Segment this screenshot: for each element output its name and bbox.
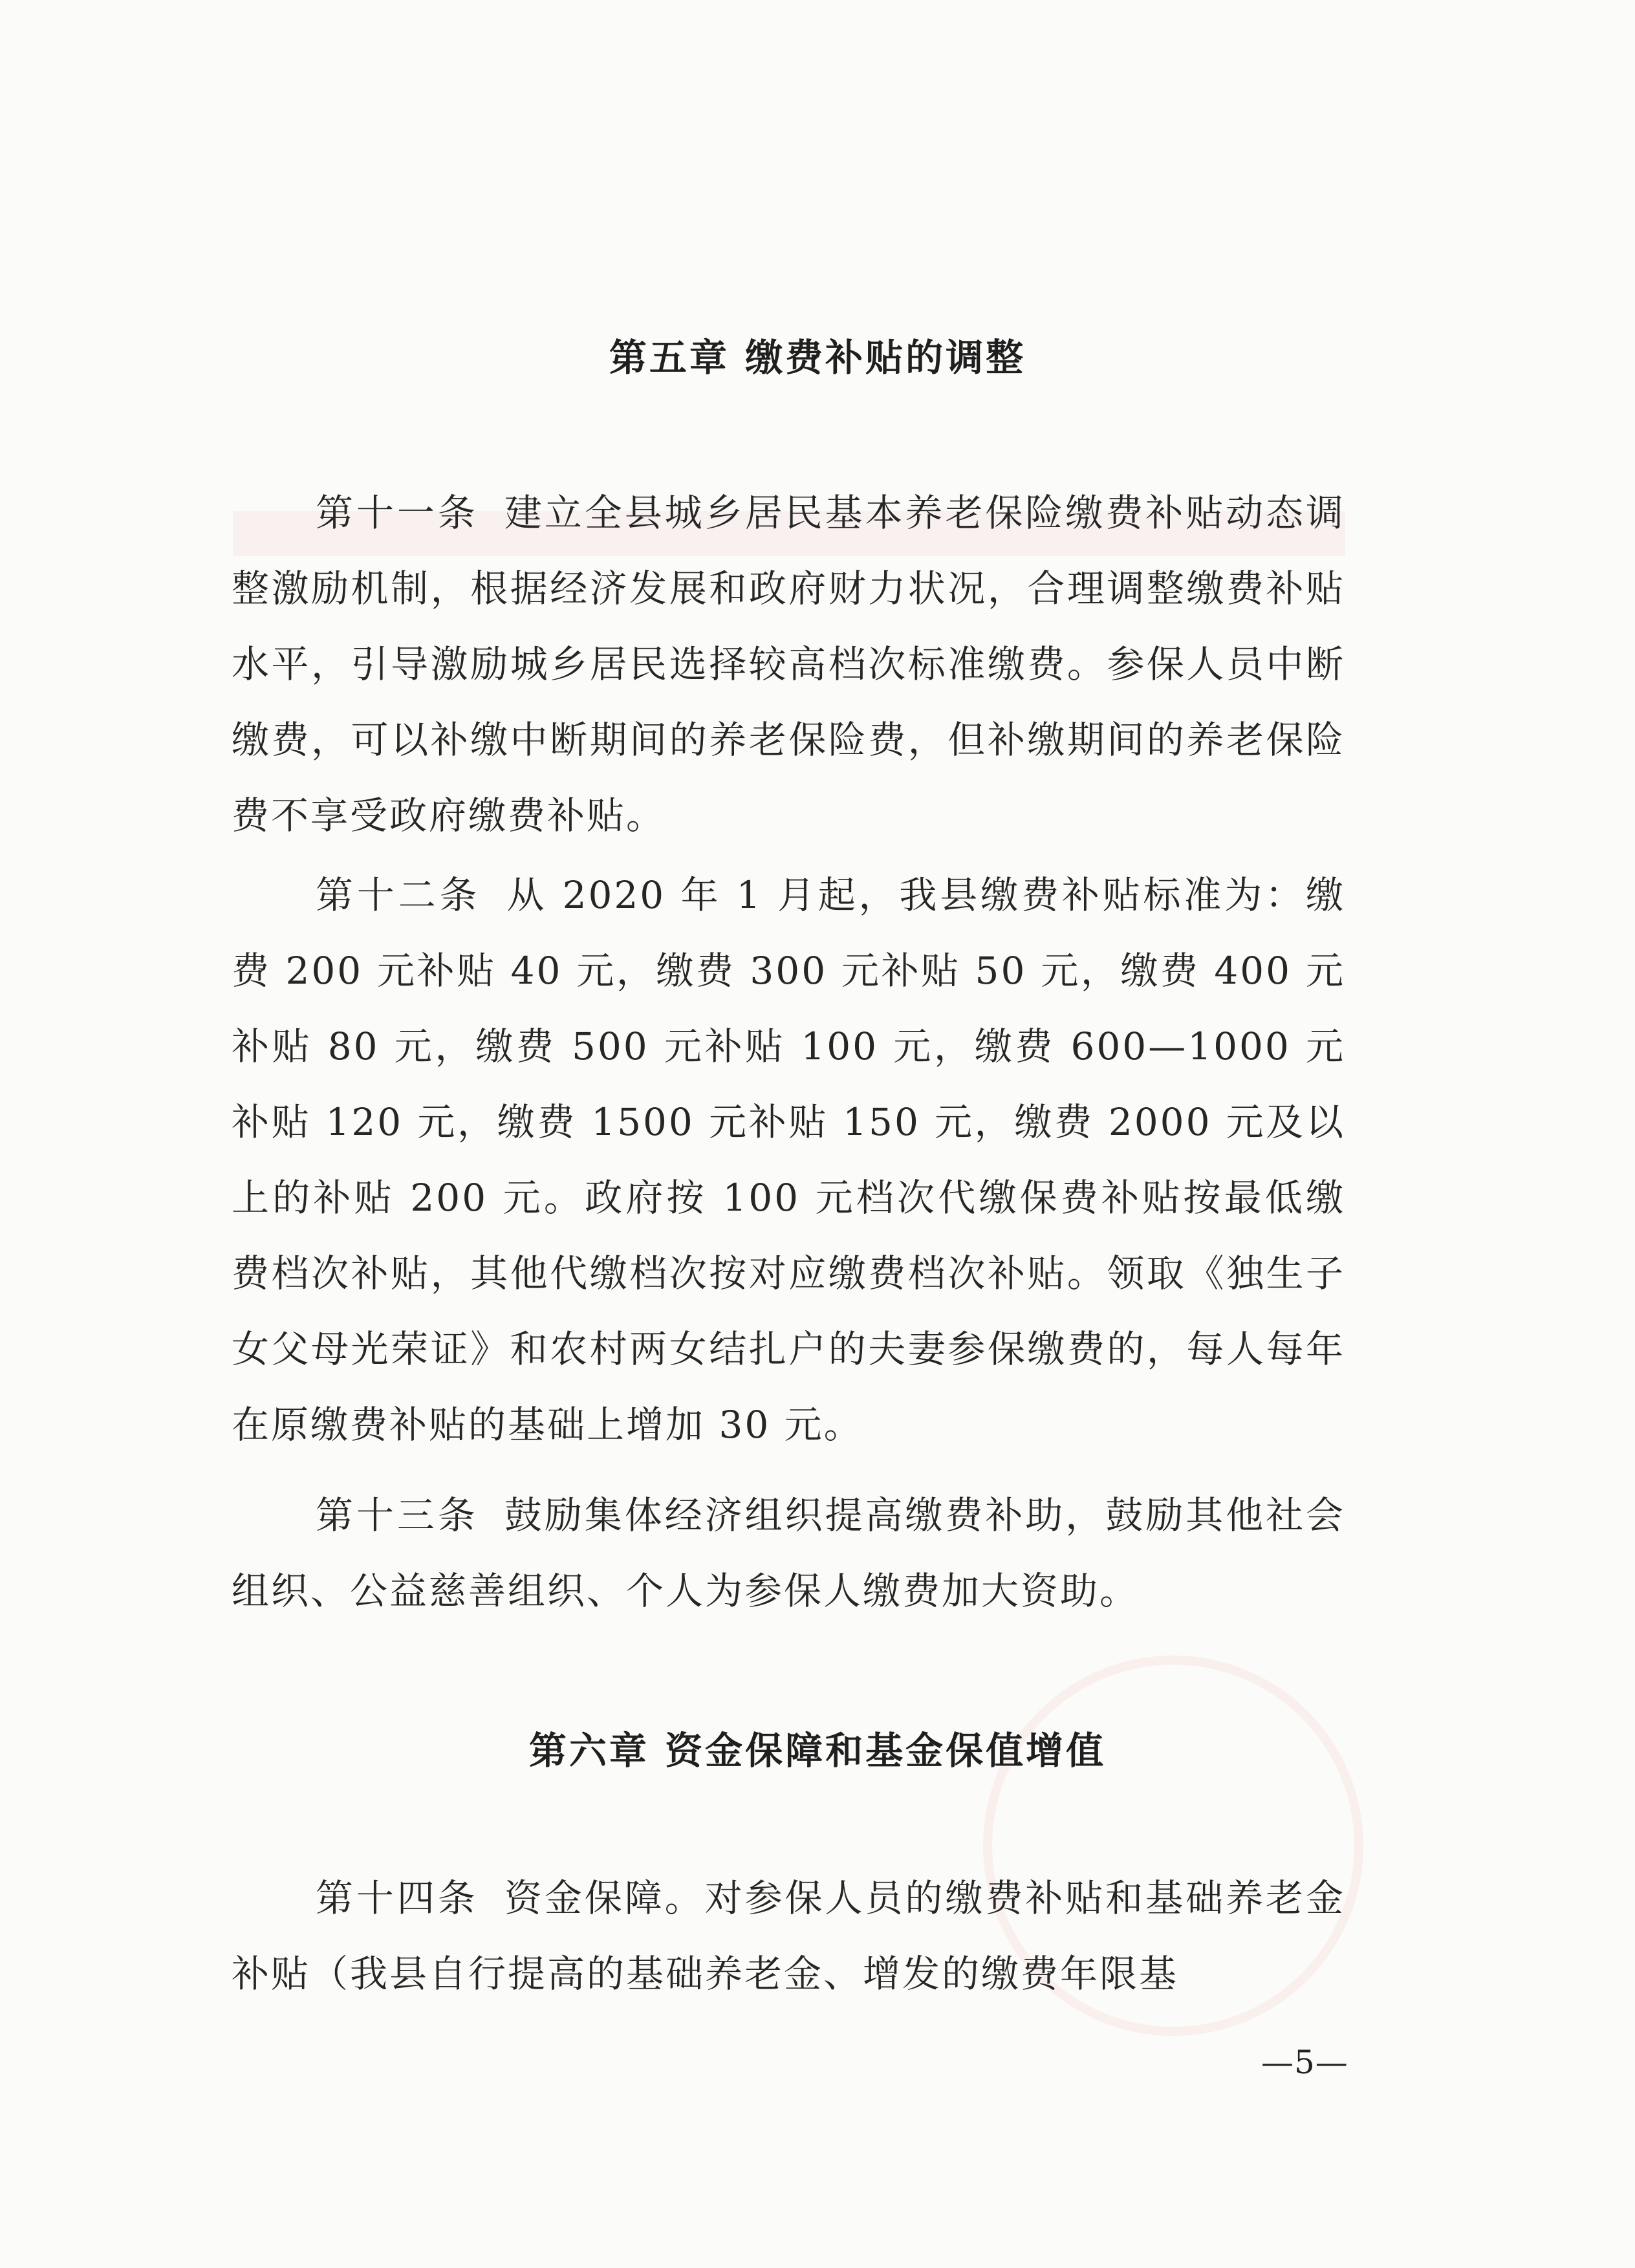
article-11-text: 建立全县城乡居民基本养老保险缴费补贴动态调整激励机制，根据经济发展和政府财力状况，合理调整缴费补贴水平，引导激励城乡居民选择较高档次标准缴费。参保人员中断缴费，可以补缴中断期间的养老保险费，但补缴期间的养老保险费不享受政府缴费补贴。 [232,491,1345,837]
article-12-text: 从 2020 年 1 月起，我县缴费补贴标准为：缴费 200 元补贴 40 元，缴费 300 元补贴 50 元，缴费 400 元补贴 80 元，缴费 500 元补贴 100 元，缴费 600—1000 元补贴 120 元，缴费 1500 元补贴 150 元，缴费 2000 元及以上的补贴 200 元。政府按 100 元档次代缴保费补贴按最低缴费档次补贴，其他代缴档次按对应缴费档次补贴。领取《独生子女父母光荣证》和农村两女结扎户的夫妻参保缴费的，每人每年在原缴费补贴的基础上增加 30 元。 [232,873,1345,1447]
article-12 [232,858,1345,1463]
article-11 [232,475,1345,854]
article-11-number: 第十一条 [316,491,479,535]
article-14-text: 资金保障。对参保人员的缴费补贴和基础养老金补贴（我县自行提高的基础养老金、增发的缴费年限基 [232,1876,1345,1996]
article-13 [232,1478,1345,1629]
article-12-number: 第十二条 [316,873,481,917]
article-14 [232,1861,1345,2012]
article-13-text: 鼓励集体经济组织提高缴费补助，鼓励其他社会组织、公益慈善组织、个人为参保人缴费加大资助。 [232,1493,1345,1613]
chapter-5-title: 第五章 缴费补贴的调整 [609,336,1026,380]
page-number: —5— [1261,2044,1348,2081]
article-14-number: 第十四条 [316,1876,479,1920]
chapter-6-title: 第六章 资金保障和基金保值增值 [528,1729,1107,1773]
article-13-number: 第十三条 [316,1493,479,1537]
